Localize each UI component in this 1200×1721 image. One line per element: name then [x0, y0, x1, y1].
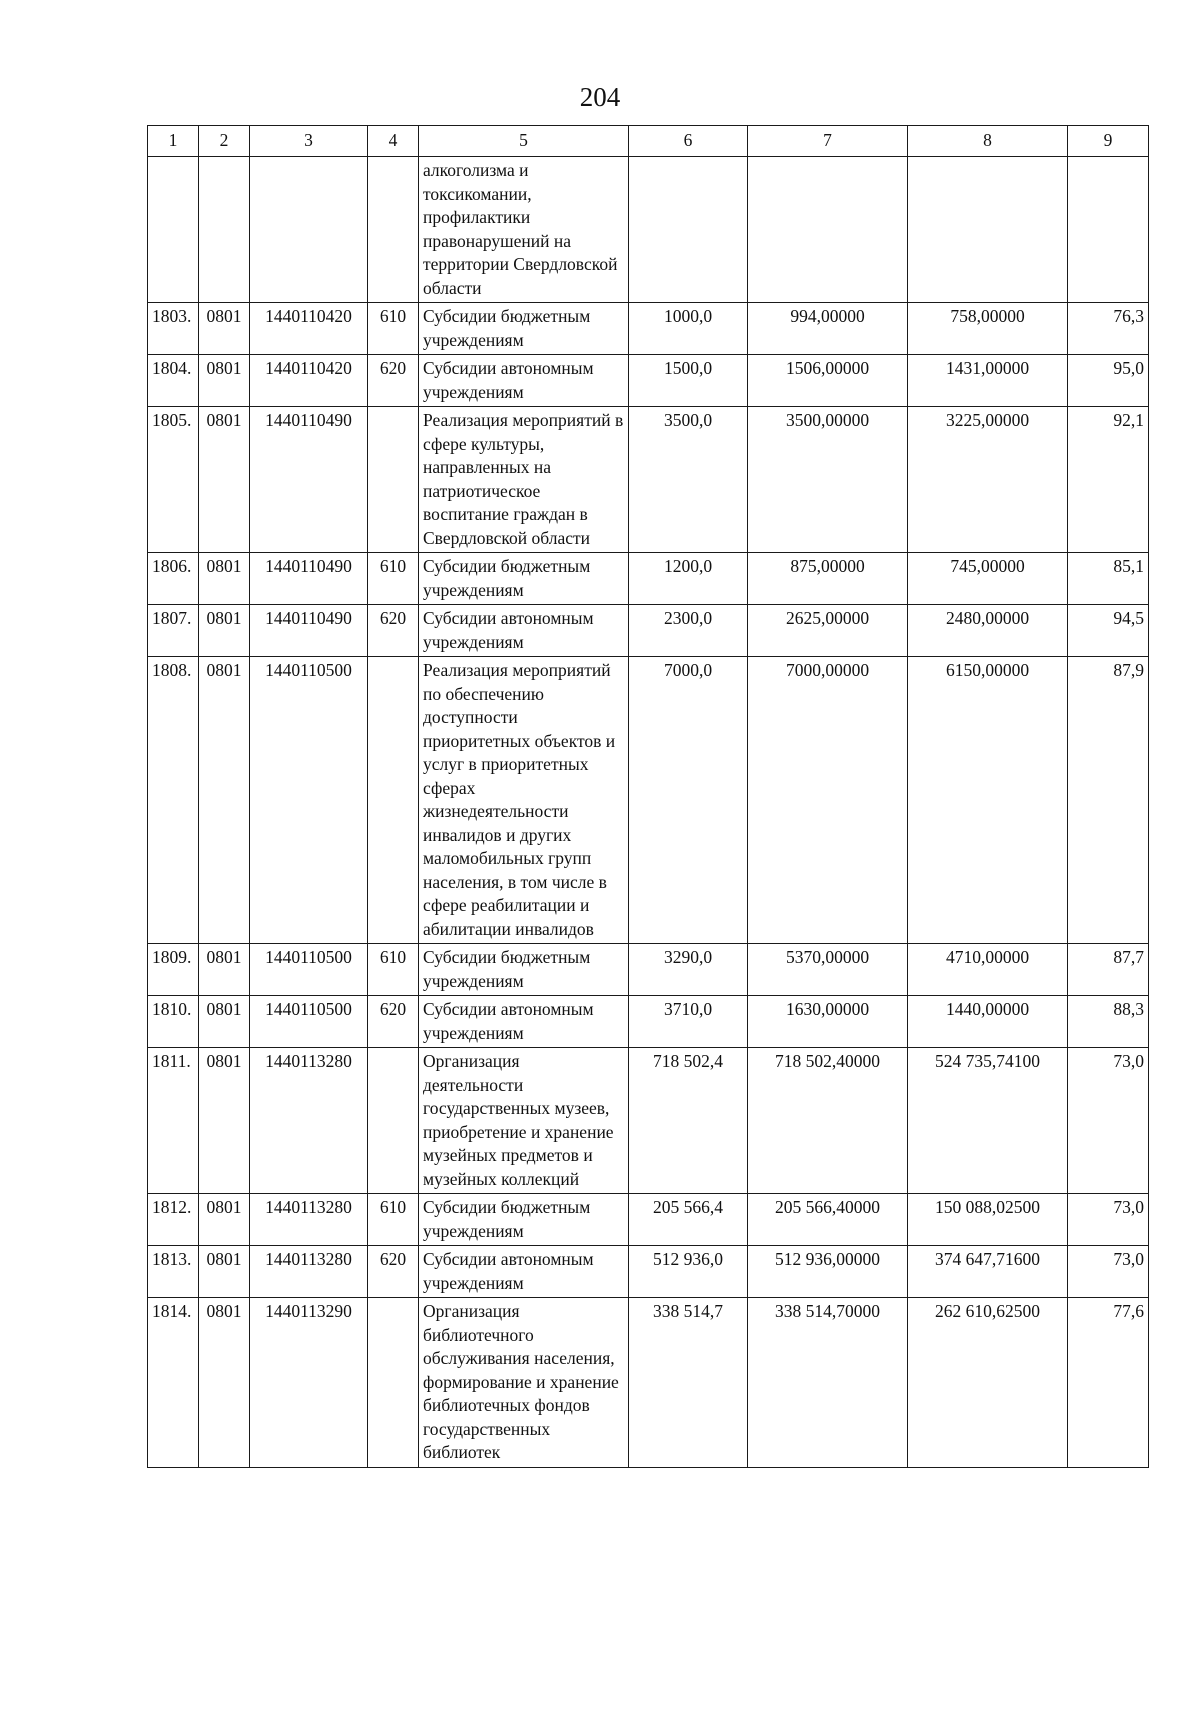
value-col7-cell: 7000,00000	[748, 657, 908, 944]
row-number-cell: 1807.	[148, 605, 199, 657]
value-col6-cell: 1200,0	[629, 553, 748, 605]
row-number-cell: 1812.	[148, 1194, 199, 1246]
percent-cell: 95,0	[1068, 355, 1149, 407]
value-col7-cell: 994,00000	[748, 303, 908, 355]
target-article-cell: 1440113290	[250, 1298, 368, 1468]
section-code-cell: 0801	[199, 996, 250, 1048]
section-code-cell: 0801	[199, 1246, 250, 1298]
table-row	[148, 1048, 1149, 1194]
expense-type-cell: 620	[368, 355, 419, 407]
value-col8-cell: 6150,00000	[908, 657, 1068, 944]
percent-cell: 73,0	[1068, 1048, 1149, 1194]
table-row	[148, 157, 1149, 303]
value-col7-cell: 1630,00000	[748, 996, 908, 1048]
header-cell: 3	[250, 126, 368, 157]
percent-cell: 73,0	[1068, 1194, 1149, 1246]
table-row	[148, 303, 1149, 355]
row-number-cell: 1803.	[148, 303, 199, 355]
value-col8-cell: 1440,00000	[908, 996, 1068, 1048]
target-article-cell: 1440110490	[250, 407, 368, 553]
expense-type-cell: 610	[368, 303, 419, 355]
section-code-cell: 0801	[199, 303, 250, 355]
row-number-cell: 1805.	[148, 407, 199, 553]
item-name-cell: Реализация мероприятий в сфере культуры, направленных на патриотическое воспитание граждан в Свердловской области	[419, 407, 629, 553]
expense-type-cell	[368, 1298, 419, 1468]
percent-cell: 87,7	[1068, 944, 1149, 996]
budget-table	[147, 125, 1149, 1468]
expense-type-cell: 620	[368, 1246, 419, 1298]
item-name-cell: Субсидии автономным учреждениям	[419, 355, 629, 407]
value-col6-cell: 1000,0	[629, 303, 748, 355]
percent-cell: 73,0	[1068, 1246, 1149, 1298]
value-col6-cell: 7000,0	[629, 657, 748, 944]
value-col7-cell: 875,00000	[748, 553, 908, 605]
value-col8-cell: 524 735,74100	[908, 1048, 1068, 1194]
percent-cell: 92,1	[1068, 407, 1149, 553]
value-col7-cell: 1506,00000	[748, 355, 908, 407]
target-article-cell: 1440110490	[250, 605, 368, 657]
target-article-cell: 1440110420	[250, 303, 368, 355]
value-col8-cell: 745,00000	[908, 553, 1068, 605]
header-cell: 5	[419, 126, 629, 157]
value-col7-cell	[748, 157, 908, 303]
item-name-cell: Субсидии бюджетным учреждениям	[419, 553, 629, 605]
target-article-cell: 1440113280	[250, 1246, 368, 1298]
row-number-cell: 1811.	[148, 1048, 199, 1194]
value-col8-cell: 374 647,71600	[908, 1246, 1068, 1298]
row-number-cell: 1806.	[148, 553, 199, 605]
value-col6-cell: 718 502,4	[629, 1048, 748, 1194]
section-code-cell	[199, 157, 250, 303]
header-cell: 6	[629, 126, 748, 157]
target-article-cell: 1440110500	[250, 944, 368, 996]
value-col6-cell: 3290,0	[629, 944, 748, 996]
expense-type-cell: 620	[368, 605, 419, 657]
value-col8-cell	[908, 157, 1068, 303]
target-article-cell	[250, 157, 368, 303]
percent-cell: 77,6	[1068, 1298, 1149, 1468]
table-row	[148, 1194, 1149, 1246]
page-number: 204	[579, 82, 621, 112]
row-number-cell: 1813.	[148, 1246, 199, 1298]
table-row	[148, 657, 1149, 944]
item-name-cell: Субсидии бюджетным учреждениям	[419, 1194, 629, 1246]
value-col8-cell: 3225,00000	[908, 407, 1068, 553]
percent-cell: 76,3	[1068, 303, 1149, 355]
value-col6-cell: 512 936,0	[629, 1246, 748, 1298]
section-code-cell: 0801	[199, 657, 250, 944]
value-col8-cell: 4710,00000	[908, 944, 1068, 996]
table-row	[148, 944, 1149, 996]
row-number-cell: 1809.	[148, 944, 199, 996]
target-article-cell: 1440110420	[250, 355, 368, 407]
table-row	[148, 605, 1149, 657]
table-row	[148, 355, 1149, 407]
value-col8-cell: 262 610,62500	[908, 1298, 1068, 1468]
header-cell: 8	[908, 126, 1068, 157]
table-header-row	[148, 126, 1149, 157]
table-row	[148, 1246, 1149, 1298]
row-number-cell: 1808.	[148, 657, 199, 944]
table-row	[148, 996, 1149, 1048]
item-name-cell: Субсидии автономным учреждениям	[419, 1246, 629, 1298]
table-row	[148, 407, 1149, 553]
section-code-cell: 0801	[199, 553, 250, 605]
row-number-cell	[148, 157, 199, 303]
expense-type-cell	[368, 407, 419, 553]
item-name-cell: Субсидии автономным учреждениям	[419, 605, 629, 657]
value-col6-cell: 2300,0	[629, 605, 748, 657]
row-number-cell: 1814.	[148, 1298, 199, 1468]
target-article-cell: 1440113280	[250, 1048, 368, 1194]
value-col6-cell	[629, 157, 748, 303]
value-col6-cell: 205 566,4	[629, 1194, 748, 1246]
expense-type-cell	[368, 157, 419, 303]
section-code-cell: 0801	[199, 407, 250, 553]
item-name-cell: Субсидии бюджетным учреждениям	[419, 944, 629, 996]
table-row	[148, 1298, 1149, 1468]
value-col7-cell: 718 502,40000	[748, 1048, 908, 1194]
percent-cell: 94,5	[1068, 605, 1149, 657]
target-article-cell: 1440110490	[250, 553, 368, 605]
value-col7-cell: 205 566,40000	[748, 1194, 908, 1246]
percent-cell	[1068, 157, 1149, 303]
value-col7-cell: 338 514,70000	[748, 1298, 908, 1468]
expense-type-cell	[368, 657, 419, 944]
item-name-cell: Реализация мероприятий по обеспечению доступности приоритетных объектов и услуг в приоритетных сферах жизнедеятельности инвалидов и других маломобильных групп населения, в том числе в сфере реабилитации и абилитации инвалидов	[419, 657, 629, 944]
percent-cell: 85,1	[1068, 553, 1149, 605]
item-name-cell: Организация деятельности государственных музеев, приобретение и хранение музейных предметов и музейных коллекций	[419, 1048, 629, 1194]
header-cell: 9	[1068, 126, 1149, 157]
item-name-cell: Субсидии бюджетным учреждениям	[419, 303, 629, 355]
percent-cell: 87,9	[1068, 657, 1149, 944]
expense-type-cell: 620	[368, 996, 419, 1048]
value-col7-cell: 3500,00000	[748, 407, 908, 553]
expense-type-cell: 610	[368, 944, 419, 996]
section-code-cell: 0801	[199, 1048, 250, 1194]
header-cell: 1	[148, 126, 199, 157]
header-cell: 2	[199, 126, 250, 157]
item-name-cell: алкоголизма и токсикомании, профилактики правонарушений на территории Свердловской области	[419, 157, 629, 303]
value-col7-cell: 2625,00000	[748, 605, 908, 657]
value-col8-cell: 2480,00000	[908, 605, 1068, 657]
header-cell: 4	[368, 126, 419, 157]
expense-type-cell	[368, 1048, 419, 1194]
section-code-cell: 0801	[199, 944, 250, 996]
expense-type-cell: 610	[368, 1194, 419, 1246]
value-col6-cell: 338 514,7	[629, 1298, 748, 1468]
value-col8-cell: 150 088,02500	[908, 1194, 1068, 1246]
section-code-cell: 0801	[199, 355, 250, 407]
section-code-cell: 0801	[199, 1298, 250, 1468]
target-article-cell: 1440113280	[250, 1194, 368, 1246]
expense-type-cell: 610	[368, 553, 419, 605]
value-col7-cell: 5370,00000	[748, 944, 908, 996]
value-col6-cell: 3500,0	[629, 407, 748, 553]
table-row	[148, 553, 1149, 605]
section-code-cell: 0801	[199, 605, 250, 657]
section-code-cell: 0801	[199, 1194, 250, 1246]
table-body	[148, 157, 1149, 1468]
value-col8-cell: 758,00000	[908, 303, 1068, 355]
value-col8-cell: 1431,00000	[908, 355, 1068, 407]
percent-cell: 88,3	[1068, 996, 1149, 1048]
target-article-cell: 1440110500	[250, 996, 368, 1048]
target-article-cell: 1440110500	[250, 657, 368, 944]
value-col6-cell: 3710,0	[629, 996, 748, 1048]
row-number-cell: 1804.	[148, 355, 199, 407]
row-number-cell: 1810.	[148, 996, 199, 1048]
item-name-cell: Организация библиотечного обслуживания населения, формирование и хранение библиотечных фондов государственных библиотек	[419, 1298, 629, 1468]
value-col6-cell: 1500,0	[629, 355, 748, 407]
value-col7-cell: 512 936,00000	[748, 1246, 908, 1298]
header-cell: 7	[748, 126, 908, 157]
item-name-cell: Субсидии автономным учреждениям	[419, 996, 629, 1048]
